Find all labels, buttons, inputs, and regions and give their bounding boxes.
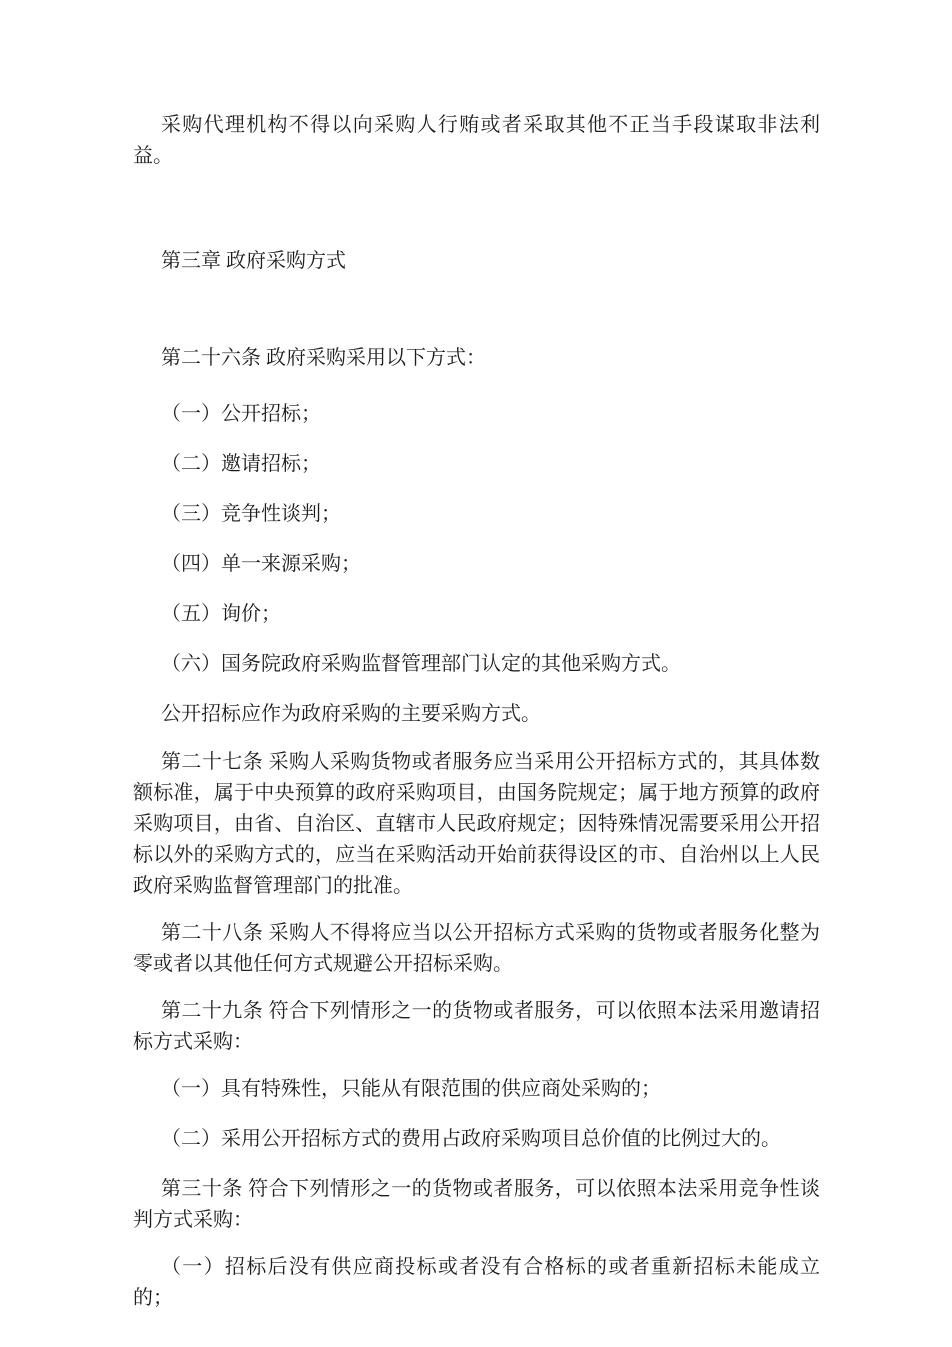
chapter-3-heading: 第三章 政府采购方式 [161, 250, 346, 272]
article-26-item-4: （四）单一来源采购； [161, 553, 361, 575]
article-26-item-1: （一）公开招标； [161, 403, 321, 425]
article-28-paragraph: 第二十八条 采购人不得将应当以公开招标方式采购的货物或者服务化整为零或者以其他任何方式规避公开招标采购。 [133, 922, 820, 975]
paragraph-open-tender-primary: 公开招标应作为政府采购的主要采购方式。 [161, 703, 541, 725]
article-30-item-1: （一）招标后没有供应商投标或者没有合格标的或者重新招标未能成立的； [133, 1256, 820, 1309]
article-29-item-2: （二）采用公开招标方式的费用占政府采购项目总价值的比例过大的。 [161, 1128, 781, 1150]
article-26-heading: 第二十六条 政府采购采用以下方式： [161, 347, 486, 369]
paragraph-agency-rule: 采购代理机构不得以向采购人行贿或者采取其他不正当手段谋取非法利益。 [133, 114, 820, 167]
article-26-item-2: （二）邀请招标； [161, 453, 321, 475]
article-29-item-1: （一）具有特殊性，只能从有限范围的供应商处采购的； [161, 1078, 661, 1100]
article-30-paragraph: 第三十条 符合下列情形之一的货物或者服务，可以依照本法采用竞争性谈判方式采购： [133, 1178, 820, 1231]
article-26-item-5: （五）询价； [161, 603, 281, 625]
article-29-paragraph: 第二十九条 符合下列情形之一的货物或者服务，可以依照本法采用邀请招标方式采购： [133, 1000, 820, 1053]
article-26-item-3: （三）竞争性谈判； [161, 503, 341, 525]
article-26-item-6: （六）国务院政府采购监督管理部门认定的其他采购方式。 [161, 653, 681, 675]
article-27-paragraph: 第二十七条 采购人采购货物或者服务应当采用公开招标方式的，其具体数额标准，属于中央预算的政府采购项目，由国务院规定；属于地方预算的政府采购项目，由省、自治区、直辖市人民政府规定；因特殊情况需要采用公开招标以外的采购方式的，应当在采购活动开始前获得设区的市、自治州以上人民政府采购监督管理部门的批准。 [133, 751, 820, 897]
